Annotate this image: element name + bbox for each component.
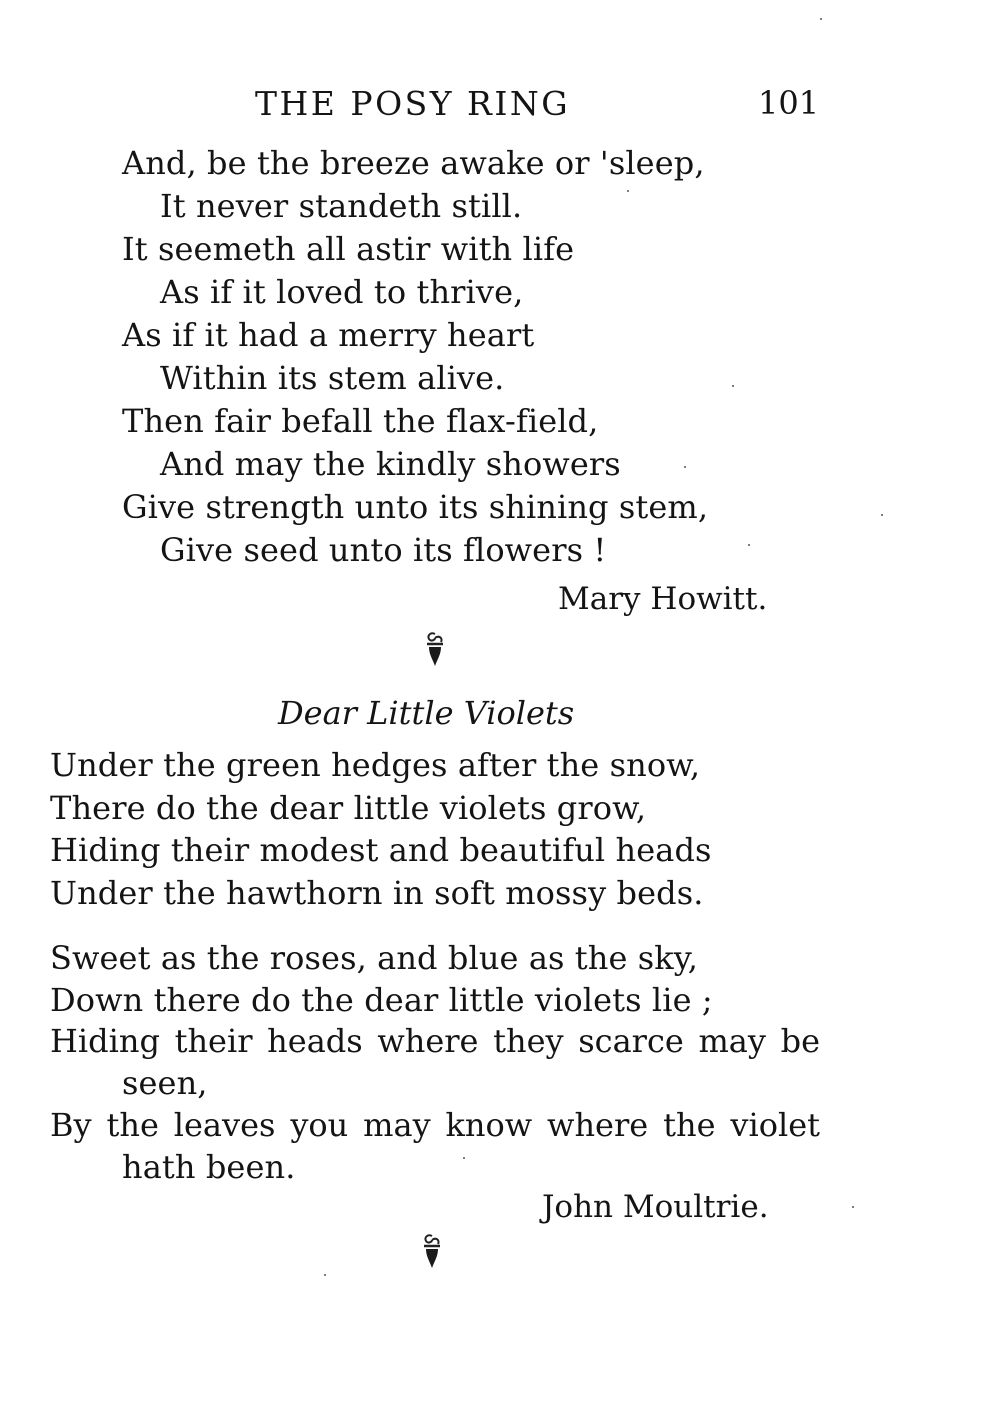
poem-line: As if it loved to thrive, [160,273,524,311]
scan-speck [684,466,686,468]
scan-speck [732,385,734,387]
poem-title: Dear Little Violets [278,694,575,732]
poem-line: As if it had a merry heart [122,316,535,354]
poem-line: Give seed unto its flowers ! [160,531,607,569]
poem-line: Then fair befall the flax-field, [122,402,599,440]
poem-line: seen, [122,1064,208,1102]
poem-line: Hiding their modest and beautiful heads [50,831,712,869]
scan-speck [748,544,750,546]
poem-line: And may the kindly showers [160,445,621,483]
poem-line: Sweet as the roses, and blue as the sky, [50,939,698,977]
poem-line: Hiding their heads where they scarce may be [50,1022,820,1060]
poem-line: Within its stem alive. [160,359,505,397]
scan-speck [324,1274,326,1276]
fleuron-ornament-icon [420,630,450,670]
poem-line: It seemeth all astir with life [122,230,575,268]
scan-speck [881,514,883,516]
scan-speck [820,18,822,20]
poem-author: John Moultrie. [542,1189,769,1225]
poem-author: Mary Howitt. [558,581,768,617]
poem-line: By the leaves you may know where the violet [50,1106,820,1144]
poem-line: And, be the breeze awake or 'sleep, [122,144,705,182]
scan-speck [852,1206,854,1208]
poem-line: Under the hawthorn in soft mossy beds. [50,874,704,912]
running-header: THE POSY RING [255,84,571,123]
poem-line: hath been. [122,1148,296,1186]
poem-line: Give strength unto its shining stem, [122,488,709,526]
poem-line: There do the dear little violets grow, [50,789,647,827]
poem-line: Down there do the dear little violets lie ; [50,981,713,1019]
poem-line: It never standeth still. [160,187,523,225]
scan-speck [627,190,629,192]
poem-line: Under the green hedges after the snow, [50,746,701,784]
fleuron-ornament-icon [417,1232,447,1272]
scan-speck [463,1157,465,1159]
page-number: 101 [758,84,820,122]
